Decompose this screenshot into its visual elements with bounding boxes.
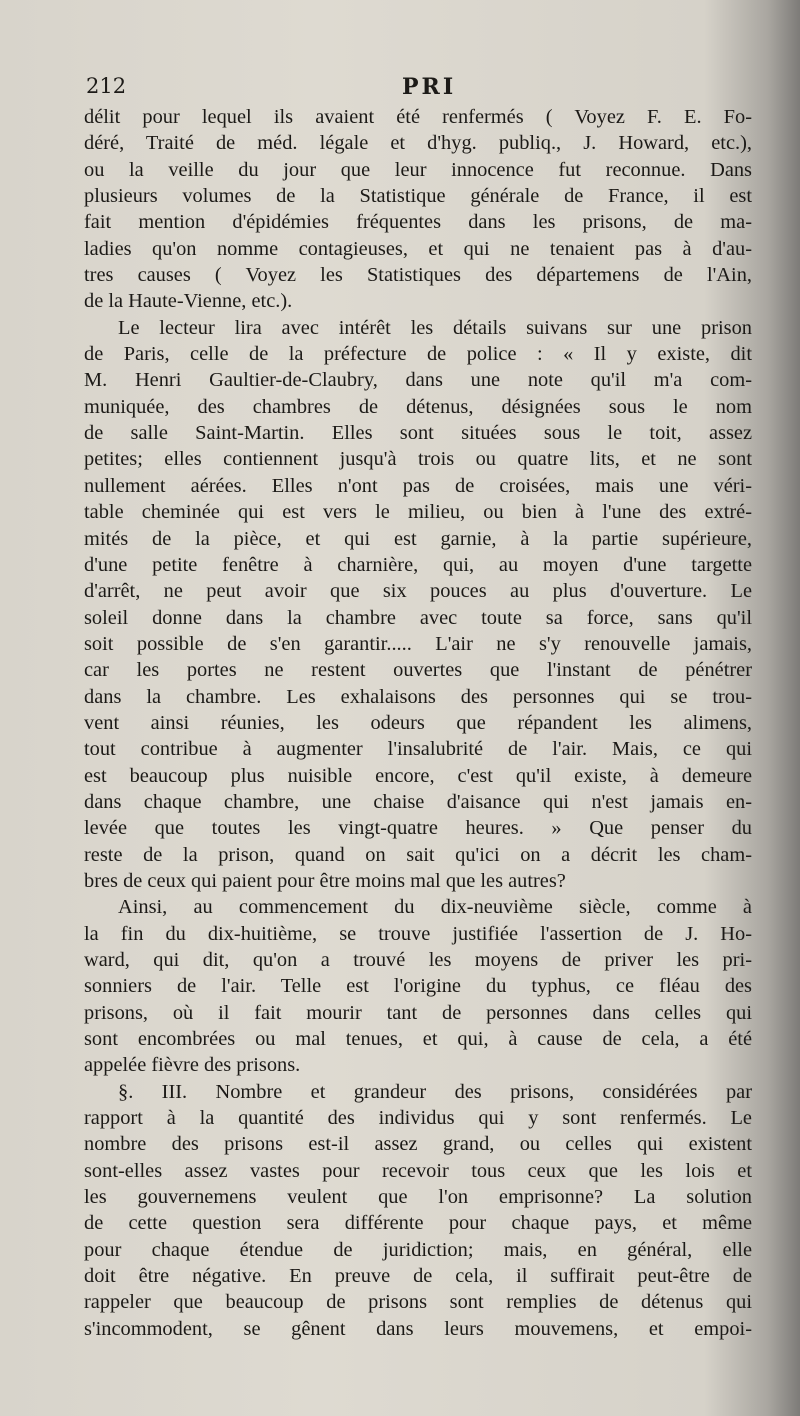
page-header: [86, 74, 756, 104]
text-line: §. III. Nombre et grandeur des prisons, considérées par: [118, 1080, 752, 1103]
text-line: mités de la pièce, et qui est garnie, à la partie supérieure,: [84, 527, 752, 550]
text-line: pour chaque étendue de juridiction; mais, en général, elle: [84, 1238, 752, 1261]
text-line: tout contribue à augmenter l'insalubrité de l'air. Mais, ce qui: [84, 738, 752, 761]
text-line: bres de ceux qui paient pour être moins mal que les autres?: [84, 869, 566, 892]
text-line: de cette question sera différente pour chaque pays, et même: [84, 1212, 752, 1235]
text-line: sonniers de l'air. Telle est l'origine du typhus, ce fléau des: [84, 975, 752, 998]
text-line: d'arrêt, ne peut avoir que six pouces au plus d'ouverture. Le: [84, 580, 752, 603]
page-number: 212: [86, 74, 127, 98]
text-line: ou la veille du jour que leur innocence fut reconnue. Dans: [84, 158, 752, 181]
running-title: PRI: [402, 74, 457, 100]
text-line: déré, Traité de méd. légale et d'hyg. publiq., J. Howard, etc.),: [84, 132, 752, 155]
text-line: levée que toutes les vingt-quatre heures. » Que penser du: [84, 817, 752, 840]
text-line: fait mention d'épidémies fréquentes dans les prisons, de ma-: [84, 211, 752, 234]
text-line: sont-elles assez vastes pour recevoir tous ceux que les lois et: [84, 1159, 752, 1182]
text-line: la fin du dix-huitième, se trouve justifiée l'assertion de J. Ho-: [84, 922, 752, 945]
text-line: M. Henri Gaultier-de-Claubry, dans une note qu'il m'a com-: [84, 369, 752, 392]
text-line: s'incommodent, se gênent dans leurs mouvemens, et empoi-: [84, 1317, 752, 1340]
text-line: soit possible de s'en garantir..... L'air ne s'y renouvelle jamais,: [84, 632, 752, 655]
text-line: reste de la prison, quand on sait qu'ici on a décrit les cham-: [84, 843, 752, 866]
text-line: dans chaque chambre, une chaise d'aisance qui n'est jamais en-: [84, 790, 752, 813]
text-line: de salle Saint-Martin. Elles sont situées sous le toit, assez: [84, 422, 752, 445]
text-line: muniquée, des chambres de détenus, désignées sous le nom: [84, 395, 752, 418]
text-line: est beaucoup plus nuisible encore, c'est qu'il existe, à demeure: [84, 764, 752, 787]
text-line: rappeler que beaucoup de prisons sont remplies de détenus qui: [84, 1291, 752, 1314]
text-line: soleil donne dans la chambre avec toute sa force, sans qu'il: [84, 606, 752, 629]
text-line: nombre des prisons est-il assez grand, ou celles qui existent: [84, 1133, 752, 1156]
text-line: plusieurs volumes de la Statistique générale de France, il est: [84, 185, 752, 208]
text-line: dans la chambre. Les exhalaisons des personnes qui se trou-: [84, 685, 752, 708]
text-line: petites; elles contiennent jusqu'à trois ou quatre lits, et ne sont: [84, 448, 752, 471]
text-line: les gouvernemens veulent que l'on emprisonne? La solution: [84, 1186, 752, 1209]
text-line: de la Haute-Vienne, etc.).: [84, 290, 293, 313]
text-line: doit être négative. En preuve de cela, il suffirait peut-être de: [84, 1265, 752, 1288]
text-line: prisons, où il fait mourir tant de personnes dans celles qui: [84, 1001, 752, 1024]
body-text: [84, 104, 752, 1342]
text-line: nullement aérées. Elles n'ont pas de croisées, mais une véri-: [84, 474, 752, 497]
text-line: délit pour lequel ils avaient été renfermés ( Voyez F. E. Fo-: [84, 106, 752, 128]
text-line: table cheminée qui est vers le milieu, ou bien à l'une des extré-: [84, 501, 752, 524]
text-line: Le lecteur lira avec intérêt les détails suivans sur une prison: [118, 316, 752, 339]
text-line: rapport à la quantité des individus qui y sont renfermés. Le: [84, 1107, 752, 1130]
text-line: Ainsi, au commencement du dix-neuvième siècle, comme à: [118, 896, 752, 919]
text-line: sont encombrées ou mal tenues, et qui, à cause de cela, a été: [84, 1028, 752, 1051]
text-line: car les portes ne restent ouvertes que l'instant de pénétrer: [84, 659, 752, 682]
text-line: appelée fièvre des prisons.: [84, 1054, 301, 1077]
text-line: ward, qui dit, qu'on a trouvé les moyens de priver les pri-: [84, 949, 752, 971]
text-line: de Paris, celle de la préfecture de police : « Il y existe, dit: [84, 343, 752, 366]
text-line: d'une petite fenêtre à charnière, qui, au moyen d'une targette: [84, 553, 752, 576]
text-line: ladies qu'on nomme contagieuses, et qui ne tenaient pas à d'au-: [84, 237, 752, 260]
text-line: tres causes ( Voyez les Statistiques des départemens de l'Ain,: [84, 264, 752, 287]
text-line: vent ainsi réunies, les odeurs que répandent les alimens,: [84, 711, 752, 734]
